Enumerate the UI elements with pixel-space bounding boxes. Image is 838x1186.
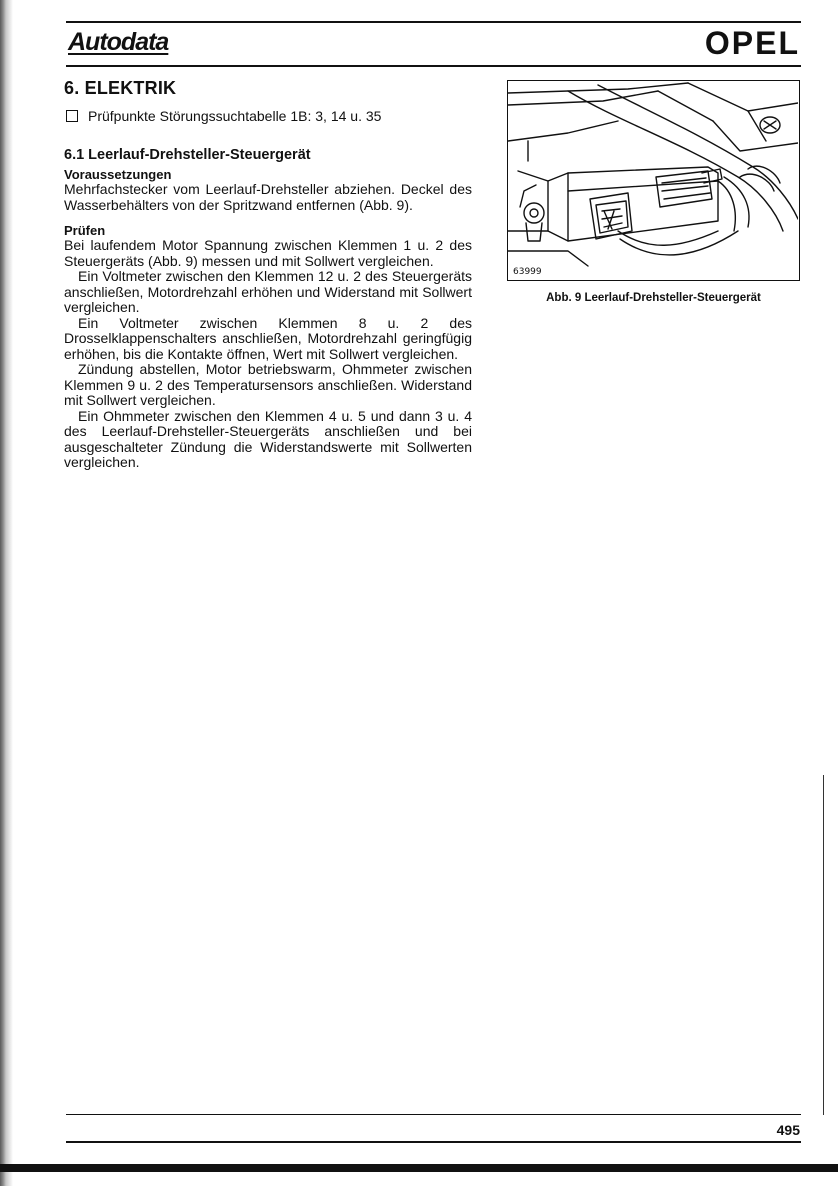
footer-rule-bottom — [66, 1141, 801, 1143]
test-paragraph-5: Ein Ohmmeter zwischen den Klemmen 4 u. 5 und dann 3 u. 4 des Leerlauf-Drehsteller-Steuergeräts anschließen und bei ausgeschalteter Zündung die Widerstandswerte mit Sollwerten vergleichen. — [64, 407, 472, 470]
margin-line — [823, 775, 824, 1115]
checkpoints-line — [64, 107, 472, 125]
figure-9 — [507, 80, 800, 281]
page-number: 495 — [776, 1122, 800, 1138]
footer-rule-top — [66, 1114, 801, 1115]
prereq-text: Mehrfachstecker vom Leerlauf-Drehsteller abziehen. Deckel des Wasserbehälters von der Spritzwand entfernen (Abb. 9). — [64, 181, 472, 213]
text-column — [64, 78, 472, 471]
test-paragraph-4: Zündung abstellen, Motor betriebswarm, Ohmmeter zwischen Klemmen 9 u. 2 des Temperatursensors anschließen. Widerstand mit Sollwert vergleichen. — [64, 361, 472, 408]
figure-caption: Abb. 9 Leerlauf-Drehsteller-Steuergerät — [546, 292, 761, 304]
test-paragraph-3: Ein Voltmeter zwischen Klemmen 8 u. 2 des Drosselklappenschalters anschließen, Motordrehzahl geringfügig erhöhen, bis die Kontakte öffnen, Wert mit Sollwert vergleichen. — [64, 314, 472, 362]
test-heading: Prüfen — [64, 223, 106, 238]
control-unit-illustration — [508, 81, 798, 279]
brand-logo: Autodata — [68, 28, 169, 56]
test-paragraph-1: Bei laufendem Motor Spannung zwischen Klemmen 1 u. 2 des Steuergeräts (Abb. 9) messen und mit Sollwert vergleichen. — [64, 237, 472, 269]
checkbox-icon — [66, 110, 78, 122]
prereq-heading: Voraussetzungen — [64, 167, 172, 182]
test-paragraph-2: Ein Voltmeter zwischen den Klemmen 12 u. 2 des Steuergeräts anschließen, Motordrehzahl erhöhen und Widerstand mit Sollwert vergleichen. — [64, 268, 472, 315]
header-rule-top — [66, 21, 801, 23]
section-title: 6. ELEKTRIK — [64, 78, 177, 98]
checkpoints-text: Prüfpunkte Störungssuchtabelle 1B: 3, 14 u. 35 — [88, 108, 382, 124]
figure-code: 63999 — [513, 267, 542, 277]
header-rule-bottom — [66, 65, 801, 67]
subsection-title: 6.1 Leerlauf-Drehsteller-Steuergerät — [64, 147, 311, 163]
scan-edge — [0, 0, 14, 1186]
vehicle-make: OPEL — [704, 25, 800, 61]
scan-bottom-edge — [0, 1164, 838, 1172]
